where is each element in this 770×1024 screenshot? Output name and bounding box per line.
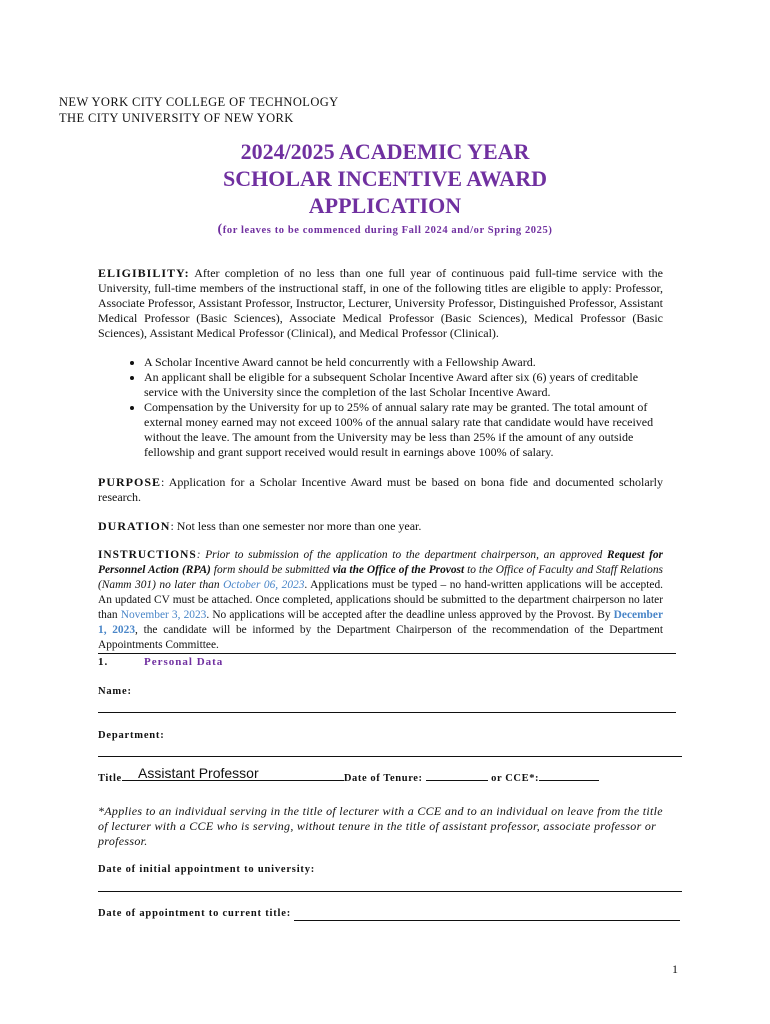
eligibility-text: After completion of no less than one full year of continuous paid full-time service with the University, full-time members of the instructional staff, in one of the following titles are eligible to apply: Professor, Associate Professor, Assistant Professor, Instructor, Lecturer, University Professor, Distinguished Professor, Assistant Medical Professor (Basic Sciences), Associate Medical Professor (Basic Sciences), Medical Professor (Basic Sciences), Assistant Medical Professor (Clinical), and Medical Professor (Clinical). <box>98 266 663 340</box>
page-number: 1 <box>672 962 678 976</box>
duration-text: : Not less than one semester nor more than one year. <box>170 519 422 533</box>
subtitle-text: for leaves to be commenced during Fall 2024 and/or Spring 2025) <box>222 225 553 236</box>
instructions-label: INSTRUCTIONS <box>98 549 197 561</box>
duration-paragraph <box>98 519 663 534</box>
subtitle-paren: ( <box>217 222 223 237</box>
title-label: Title <box>98 773 122 784</box>
cce-label: or CCE*: <box>491 773 540 784</box>
name-label: Name: <box>98 686 132 697</box>
current-title-appointment-label: Date of appointment to current title: <box>98 908 291 919</box>
cce-footnote: *Applies to an individual serving in the title of lecturer with a CCE and to an individual on leave from the title of lecturer with a CCE who is serving, without tenure in the title of assistant professor, associate professor or professor. <box>98 804 663 848</box>
title-line-2: SCHOLAR INCENTIVE AWARD <box>223 166 547 191</box>
instructions-text-5: . No applications will be accepted after the deadline unless approved by the Provost. By <box>206 609 614 621</box>
institution-line-1: NEW YORK CITY COLLEGE OF TECHNOLOGY <box>59 95 339 109</box>
section-1-heading <box>98 656 223 668</box>
tenure-label: Date of Tenure: <box>343 773 423 784</box>
name-field[interactable] <box>98 712 676 713</box>
institution-header <box>59 94 339 126</box>
section-1-title: Personal Data <box>144 656 224 668</box>
instructions-rpa: Request for Personnel Action (RPA) <box>98 549 663 576</box>
institution-line-2: THE CITY UNIVERSITY OF NEW YORK <box>59 111 294 125</box>
section-1-number: 1. <box>98 656 109 668</box>
instructions-text-2: form should be submitted <box>210 564 333 576</box>
document-subtitle <box>0 222 770 238</box>
purpose-paragraph <box>98 475 663 505</box>
deadline-date-3: December 1, 2023 <box>98 609 663 636</box>
document-title <box>0 138 770 219</box>
cce-date-field[interactable] <box>539 768 599 781</box>
purpose-label: PURPOSE <box>98 475 162 489</box>
title-value: Assistant Professor <box>138 765 259 781</box>
bullet-item-2: • An applicant shall be eligible for a subsequent Scholar Incentive Award after six (6) years of creditable service with the University since the completion of the last Scholar Incentive Award. <box>144 370 665 400</box>
deadline-date-2: November 3, 2023 <box>120 609 207 621</box>
department-label: Department: <box>98 730 165 741</box>
deadline-date-1: October 06, 2023 <box>223 579 305 591</box>
department-field[interactable] <box>98 756 682 757</box>
eligibility-paragraph <box>98 266 663 341</box>
title-line-1: 2024/2025 ACADEMIC YEAR <box>240 139 530 164</box>
duration-label: DURATION <box>98 519 171 533</box>
title-line-3: APPLICATION <box>308 193 462 218</box>
purpose-text: : Application for a Scholar Incentive Award must be based on bona fide and documented scholarly research. <box>98 475 663 504</box>
initial-appointment-label: Date of initial appointment to university: <box>98 864 316 875</box>
instructions-text-4: . Applications must be typed – no hand-written applications will be accepted. An updated CV must be attached. Once completed, applications should be submitted to the department chairperson no later than <box>98 579 663 621</box>
instructions-text-6: , the candidate will be informed by the Department Chairperson of the recommendation of the Department Appointments Committee. <box>98 624 663 651</box>
instructions-provost: via the Office of the Provost <box>332 564 465 576</box>
instructions-text-3: to the Office of Faculty and Staff Relations (Namm 301) no later than <box>98 564 663 591</box>
current-title-appointment-field[interactable] <box>294 920 680 921</box>
bullet-item-1: • A Scholar Incentive Award cannot be held concurrently with a Fellowship Award. <box>144 355 665 370</box>
bullet-item-3: • Compensation by the University for up to 25% of annual salary rate may be granted. The total amount of external money earned may not exceed 100% of the annual salary rate that candidate would have received without the leave. The amount from the University may be less than 25% if the amount of any outside fellowship and grant support received would result in earnings above 100% of salary. <box>144 400 665 460</box>
eligibility-bullets <box>120 355 665 460</box>
instructions-text-1: : Prior to submission of the application to the department chairperson, an approved <box>196 549 608 561</box>
initial-appointment-field[interactable] <box>98 891 682 892</box>
tenure-date-field[interactable] <box>426 768 488 781</box>
section-divider <box>98 653 676 654</box>
eligibility-label: ELIGIBILITY: <box>98 266 190 280</box>
instructions-paragraph <box>98 548 663 653</box>
